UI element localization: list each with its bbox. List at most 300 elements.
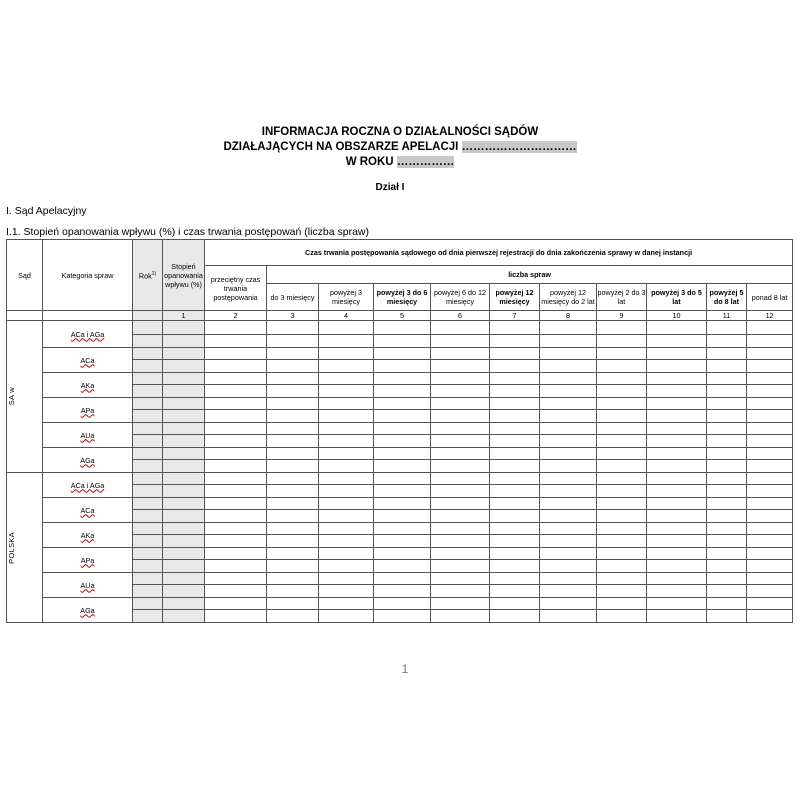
- data-cell[interactable]: [490, 498, 540, 510]
- data-cell[interactable]: [747, 348, 793, 360]
- data-cell[interactable]: [707, 485, 747, 498]
- data-cell[interactable]: [205, 473, 267, 485]
- data-cell[interactable]: [374, 585, 431, 598]
- data-cell[interactable]: [707, 573, 747, 585]
- rok-cell[interactable]: [133, 498, 163, 510]
- data-cell[interactable]: [490, 435, 540, 448]
- data-cell[interactable]: [431, 398, 490, 410]
- data-cell[interactable]: [431, 335, 490, 348]
- data-cell[interactable]: [597, 448, 647, 460]
- data-cell[interactable]: [747, 410, 793, 423]
- data-cell[interactable]: [205, 460, 267, 473]
- data-cell[interactable]: [431, 498, 490, 510]
- stopien-cell[interactable]: [163, 448, 205, 460]
- data-cell[interactable]: [374, 360, 431, 373]
- data-cell[interactable]: [647, 510, 707, 523]
- data-cell[interactable]: [374, 335, 431, 348]
- data-cell[interactable]: [267, 560, 319, 573]
- data-cell[interactable]: [707, 585, 747, 598]
- data-cell[interactable]: [540, 460, 597, 473]
- stopien-cell[interactable]: [163, 348, 205, 360]
- data-cell[interactable]: [747, 460, 793, 473]
- data-cell[interactable]: [747, 373, 793, 385]
- data-cell[interactable]: [540, 498, 597, 510]
- data-cell[interactable]: [647, 348, 707, 360]
- data-cell[interactable]: [707, 321, 747, 335]
- data-cell[interactable]: [374, 423, 431, 435]
- rok-cell[interactable]: [133, 510, 163, 523]
- data-cell[interactable]: [319, 410, 374, 423]
- rok-cell[interactable]: [133, 321, 163, 335]
- data-cell[interactable]: [267, 348, 319, 360]
- data-cell[interactable]: [540, 335, 597, 348]
- data-cell[interactable]: [490, 398, 540, 410]
- data-cell[interactable]: [707, 560, 747, 573]
- data-cell[interactable]: [647, 335, 707, 348]
- stopien-cell[interactable]: [163, 335, 205, 348]
- data-cell[interactable]: [205, 573, 267, 585]
- data-cell[interactable]: [431, 473, 490, 485]
- data-cell[interactable]: [540, 373, 597, 385]
- data-cell[interactable]: [267, 435, 319, 448]
- rok-cell[interactable]: [133, 573, 163, 585]
- data-cell[interactable]: [205, 598, 267, 610]
- data-cell[interactable]: [647, 448, 707, 460]
- stopien-cell[interactable]: [163, 385, 205, 398]
- rok-cell[interactable]: [133, 335, 163, 348]
- data-cell[interactable]: [319, 510, 374, 523]
- data-cell[interactable]: [597, 335, 647, 348]
- data-cell[interactable]: [597, 560, 647, 573]
- data-cell[interactable]: [597, 360, 647, 373]
- data-cell[interactable]: [647, 473, 707, 485]
- data-cell[interactable]: [490, 573, 540, 585]
- rok-cell[interactable]: [133, 535, 163, 548]
- stopien-cell[interactable]: [163, 585, 205, 598]
- data-cell[interactable]: [597, 435, 647, 448]
- data-cell[interactable]: [597, 498, 647, 510]
- data-cell[interactable]: [490, 348, 540, 360]
- data-cell[interactable]: [747, 423, 793, 435]
- data-cell[interactable]: [597, 473, 647, 485]
- data-cell[interactable]: [205, 435, 267, 448]
- data-cell[interactable]: [647, 360, 707, 373]
- stopien-cell[interactable]: [163, 321, 205, 335]
- data-cell[interactable]: [747, 498, 793, 510]
- data-cell[interactable]: [707, 460, 747, 473]
- data-cell[interactable]: [490, 560, 540, 573]
- data-cell[interactable]: [647, 485, 707, 498]
- data-cell[interactable]: [707, 548, 747, 560]
- rok-cell[interactable]: [133, 360, 163, 373]
- data-cell[interactable]: [319, 548, 374, 560]
- data-cell[interactable]: [540, 473, 597, 485]
- data-cell[interactable]: [490, 448, 540, 460]
- data-cell[interactable]: [319, 498, 374, 510]
- data-cell[interactable]: [431, 573, 490, 585]
- data-cell[interactable]: [647, 548, 707, 560]
- data-cell[interactable]: [540, 410, 597, 423]
- data-cell[interactable]: [540, 585, 597, 598]
- data-cell[interactable]: [319, 398, 374, 410]
- data-cell[interactable]: [374, 321, 431, 335]
- data-cell[interactable]: [490, 610, 540, 623]
- data-cell[interactable]: [490, 423, 540, 435]
- data-cell[interactable]: [707, 510, 747, 523]
- data-cell[interactable]: [747, 598, 793, 610]
- data-cell[interactable]: [431, 410, 490, 423]
- data-cell[interactable]: [707, 598, 747, 610]
- data-cell[interactable]: [597, 598, 647, 610]
- data-cell[interactable]: [597, 385, 647, 398]
- data-cell[interactable]: [747, 573, 793, 585]
- data-cell[interactable]: [431, 373, 490, 385]
- data-cell[interactable]: [267, 598, 319, 610]
- data-cell[interactable]: [267, 460, 319, 473]
- data-cell[interactable]: [540, 360, 597, 373]
- data-cell[interactable]: [374, 485, 431, 498]
- data-cell[interactable]: [597, 610, 647, 623]
- data-cell[interactable]: [205, 321, 267, 335]
- data-cell[interactable]: [490, 360, 540, 373]
- data-cell[interactable]: [597, 321, 647, 335]
- stopien-cell[interactable]: [163, 573, 205, 585]
- data-cell[interactable]: [707, 385, 747, 398]
- data-cell[interactable]: [319, 560, 374, 573]
- data-cell[interactable]: [707, 398, 747, 410]
- data-cell[interactable]: [490, 598, 540, 610]
- data-cell[interactable]: [597, 373, 647, 385]
- data-cell[interactable]: [205, 448, 267, 460]
- stopien-cell[interactable]: [163, 398, 205, 410]
- rok-cell[interactable]: [133, 373, 163, 385]
- data-cell[interactable]: [747, 385, 793, 398]
- rok-cell[interactable]: [133, 348, 163, 360]
- data-cell[interactable]: [374, 473, 431, 485]
- stopien-cell[interactable]: [163, 410, 205, 423]
- data-cell[interactable]: [205, 335, 267, 348]
- stopien-cell[interactable]: [163, 610, 205, 623]
- data-cell[interactable]: [540, 348, 597, 360]
- data-cell[interactable]: [597, 585, 647, 598]
- stopien-cell[interactable]: [163, 435, 205, 448]
- data-cell[interactable]: [431, 510, 490, 523]
- data-cell[interactable]: [647, 498, 707, 510]
- data-cell[interactable]: [647, 398, 707, 410]
- data-cell[interactable]: [205, 585, 267, 598]
- data-cell[interactable]: [597, 410, 647, 423]
- data-cell[interactable]: [319, 460, 374, 473]
- data-cell[interactable]: [490, 385, 540, 398]
- data-cell[interactable]: [490, 473, 540, 485]
- data-cell[interactable]: [597, 485, 647, 498]
- data-cell[interactable]: [490, 321, 540, 335]
- data-cell[interactable]: [205, 610, 267, 623]
- data-cell[interactable]: [490, 485, 540, 498]
- data-cell[interactable]: [597, 548, 647, 560]
- data-cell[interactable]: [267, 473, 319, 485]
- data-cell[interactable]: [267, 523, 319, 535]
- data-cell[interactable]: [540, 423, 597, 435]
- data-cell[interactable]: [374, 560, 431, 573]
- data-cell[interactable]: [431, 560, 490, 573]
- data-cell[interactable]: [647, 535, 707, 548]
- data-cell[interactable]: [431, 598, 490, 610]
- rok-cell[interactable]: [133, 435, 163, 448]
- data-cell[interactable]: [205, 523, 267, 535]
- data-cell[interactable]: [747, 560, 793, 573]
- data-cell[interactable]: [267, 448, 319, 460]
- data-cell[interactable]: [707, 435, 747, 448]
- data-cell[interactable]: [267, 498, 319, 510]
- data-cell[interactable]: [205, 373, 267, 385]
- data-cell[interactable]: [319, 473, 374, 485]
- data-cell[interactable]: [707, 423, 747, 435]
- data-cell[interactable]: [319, 348, 374, 360]
- stopien-cell[interactable]: [163, 498, 205, 510]
- data-cell[interactable]: [431, 435, 490, 448]
- stopien-cell[interactable]: [163, 523, 205, 535]
- data-cell[interactable]: [540, 598, 597, 610]
- data-cell[interactable]: [597, 510, 647, 523]
- stopien-cell[interactable]: [163, 548, 205, 560]
- data-cell[interactable]: [647, 585, 707, 598]
- data-cell[interactable]: [747, 335, 793, 348]
- data-cell[interactable]: [267, 335, 319, 348]
- data-cell[interactable]: [374, 348, 431, 360]
- stopien-cell[interactable]: [163, 360, 205, 373]
- data-cell[interactable]: [707, 523, 747, 535]
- data-cell[interactable]: [747, 585, 793, 598]
- data-cell[interactable]: [267, 573, 319, 585]
- rok-cell[interactable]: [133, 448, 163, 460]
- data-cell[interactable]: [205, 410, 267, 423]
- data-cell[interactable]: [374, 535, 431, 548]
- data-cell[interactable]: [267, 485, 319, 498]
- data-cell[interactable]: [747, 610, 793, 623]
- data-cell[interactable]: [205, 385, 267, 398]
- data-cell[interactable]: [707, 373, 747, 385]
- data-cell[interactable]: [205, 510, 267, 523]
- stopien-cell[interactable]: [163, 460, 205, 473]
- data-cell[interactable]: [707, 448, 747, 460]
- data-cell[interactable]: [540, 510, 597, 523]
- data-cell[interactable]: [431, 585, 490, 598]
- data-cell[interactable]: [267, 423, 319, 435]
- data-cell[interactable]: [374, 523, 431, 535]
- data-cell[interactable]: [431, 321, 490, 335]
- data-cell[interactable]: [267, 398, 319, 410]
- stopien-cell[interactable]: [163, 560, 205, 573]
- data-cell[interactable]: [540, 398, 597, 410]
- data-cell[interactable]: [267, 410, 319, 423]
- data-cell[interactable]: [267, 373, 319, 385]
- data-cell[interactable]: [374, 498, 431, 510]
- data-cell[interactable]: [747, 473, 793, 485]
- data-cell[interactable]: [431, 448, 490, 460]
- data-cell[interactable]: [647, 573, 707, 585]
- data-cell[interactable]: [540, 485, 597, 498]
- data-cell[interactable]: [374, 598, 431, 610]
- data-cell[interactable]: [267, 385, 319, 398]
- stopien-cell[interactable]: [163, 535, 205, 548]
- rok-cell[interactable]: [133, 410, 163, 423]
- data-cell[interactable]: [431, 385, 490, 398]
- data-cell[interactable]: [374, 435, 431, 448]
- data-cell[interactable]: [431, 360, 490, 373]
- data-cell[interactable]: [374, 548, 431, 560]
- stopien-cell[interactable]: [163, 373, 205, 385]
- data-cell[interactable]: [540, 548, 597, 560]
- data-cell[interactable]: [707, 498, 747, 510]
- data-cell[interactable]: [647, 385, 707, 398]
- data-cell[interactable]: [431, 485, 490, 498]
- data-cell[interactable]: [647, 373, 707, 385]
- appeal-area-blank[interactable]: …………………………: [461, 141, 577, 153]
- data-cell[interactable]: [431, 460, 490, 473]
- data-cell[interactable]: [319, 485, 374, 498]
- data-cell[interactable]: [540, 560, 597, 573]
- rok-cell[interactable]: [133, 473, 163, 485]
- data-cell[interactable]: [319, 321, 374, 335]
- data-cell[interactable]: [267, 360, 319, 373]
- rok-cell[interactable]: [133, 485, 163, 498]
- data-cell[interactable]: [431, 610, 490, 623]
- data-cell[interactable]: [205, 535, 267, 548]
- rok-cell[interactable]: [133, 585, 163, 598]
- data-cell[interactable]: [205, 348, 267, 360]
- data-cell[interactable]: [431, 523, 490, 535]
- data-cell[interactable]: [267, 610, 319, 623]
- data-cell[interactable]: [374, 373, 431, 385]
- data-cell[interactable]: [267, 548, 319, 560]
- data-cell[interactable]: [597, 573, 647, 585]
- data-cell[interactable]: [707, 610, 747, 623]
- data-cell[interactable]: [490, 410, 540, 423]
- data-cell[interactable]: [319, 373, 374, 385]
- data-cell[interactable]: [747, 510, 793, 523]
- year-blank[interactable]: ……………: [396, 156, 455, 168]
- data-cell[interactable]: [267, 321, 319, 335]
- data-cell[interactable]: [374, 573, 431, 585]
- stopien-cell[interactable]: [163, 485, 205, 498]
- data-cell[interactable]: [597, 423, 647, 435]
- data-cell[interactable]: [374, 510, 431, 523]
- stopien-cell[interactable]: [163, 598, 205, 610]
- stopien-cell[interactable]: [163, 473, 205, 485]
- data-cell[interactable]: [647, 321, 707, 335]
- rok-cell[interactable]: [133, 548, 163, 560]
- data-cell[interactable]: [490, 510, 540, 523]
- rok-cell[interactable]: [133, 560, 163, 573]
- data-cell[interactable]: [707, 473, 747, 485]
- data-cell[interactable]: [490, 335, 540, 348]
- data-cell[interactable]: [319, 448, 374, 460]
- data-cell[interactable]: [374, 410, 431, 423]
- data-cell[interactable]: [747, 448, 793, 460]
- data-cell[interactable]: [205, 498, 267, 510]
- data-cell[interactable]: [747, 548, 793, 560]
- data-cell[interactable]: [205, 560, 267, 573]
- data-cell[interactable]: [267, 585, 319, 598]
- data-cell[interactable]: [374, 448, 431, 460]
- rok-cell[interactable]: [133, 423, 163, 435]
- data-cell[interactable]: [205, 485, 267, 498]
- data-cell[interactable]: [205, 548, 267, 560]
- data-cell[interactable]: [431, 548, 490, 560]
- data-cell[interactable]: [205, 360, 267, 373]
- data-cell[interactable]: [431, 423, 490, 435]
- data-cell[interactable]: [540, 385, 597, 398]
- data-cell[interactable]: [431, 348, 490, 360]
- data-cell[interactable]: [540, 523, 597, 535]
- data-cell[interactable]: [267, 510, 319, 523]
- data-cell[interactable]: [647, 423, 707, 435]
- data-cell[interactable]: [490, 585, 540, 598]
- data-cell[interactable]: [747, 435, 793, 448]
- data-cell[interactable]: [707, 360, 747, 373]
- data-cell[interactable]: [707, 535, 747, 548]
- data-cell[interactable]: [540, 535, 597, 548]
- rok-cell[interactable]: [133, 523, 163, 535]
- rok-cell[interactable]: [133, 610, 163, 623]
- data-cell[interactable]: [540, 448, 597, 460]
- data-cell[interactable]: [597, 523, 647, 535]
- data-cell[interactable]: [319, 610, 374, 623]
- data-cell[interactable]: [747, 535, 793, 548]
- stopien-cell[interactable]: [163, 510, 205, 523]
- data-cell[interactable]: [490, 535, 540, 548]
- data-cell[interactable]: [374, 610, 431, 623]
- rok-cell[interactable]: [133, 460, 163, 473]
- data-cell[interactable]: [319, 385, 374, 398]
- data-cell[interactable]: [747, 360, 793, 373]
- data-cell[interactable]: [647, 523, 707, 535]
- data-cell[interactable]: [490, 548, 540, 560]
- data-cell[interactable]: [707, 410, 747, 423]
- data-cell[interactable]: [490, 460, 540, 473]
- stopien-cell[interactable]: [163, 423, 205, 435]
- data-cell[interactable]: [374, 398, 431, 410]
- data-cell[interactable]: [540, 610, 597, 623]
- data-cell[interactable]: [597, 460, 647, 473]
- data-cell[interactable]: [647, 460, 707, 473]
- data-cell[interactable]: [374, 460, 431, 473]
- data-cell[interactable]: [747, 398, 793, 410]
- data-cell[interactable]: [647, 560, 707, 573]
- data-cell[interactable]: [319, 335, 374, 348]
- data-cell[interactable]: [490, 523, 540, 535]
- data-cell[interactable]: [647, 435, 707, 448]
- data-cell[interactable]: [597, 398, 647, 410]
- data-cell[interactable]: [707, 335, 747, 348]
- rok-cell[interactable]: [133, 598, 163, 610]
- data-cell[interactable]: [540, 573, 597, 585]
- data-cell[interactable]: [647, 598, 707, 610]
- data-cell[interactable]: [319, 523, 374, 535]
- data-cell[interactable]: [267, 535, 319, 548]
- data-cell[interactable]: [707, 348, 747, 360]
- rok-cell[interactable]: [133, 398, 163, 410]
- data-cell[interactable]: [597, 348, 647, 360]
- data-cell[interactable]: [374, 385, 431, 398]
- data-cell[interactable]: [205, 423, 267, 435]
- data-cell[interactable]: [647, 410, 707, 423]
- data-cell[interactable]: [319, 535, 374, 548]
- data-cell[interactable]: [319, 585, 374, 598]
- data-cell[interactable]: [319, 573, 374, 585]
- data-cell[interactable]: [647, 610, 707, 623]
